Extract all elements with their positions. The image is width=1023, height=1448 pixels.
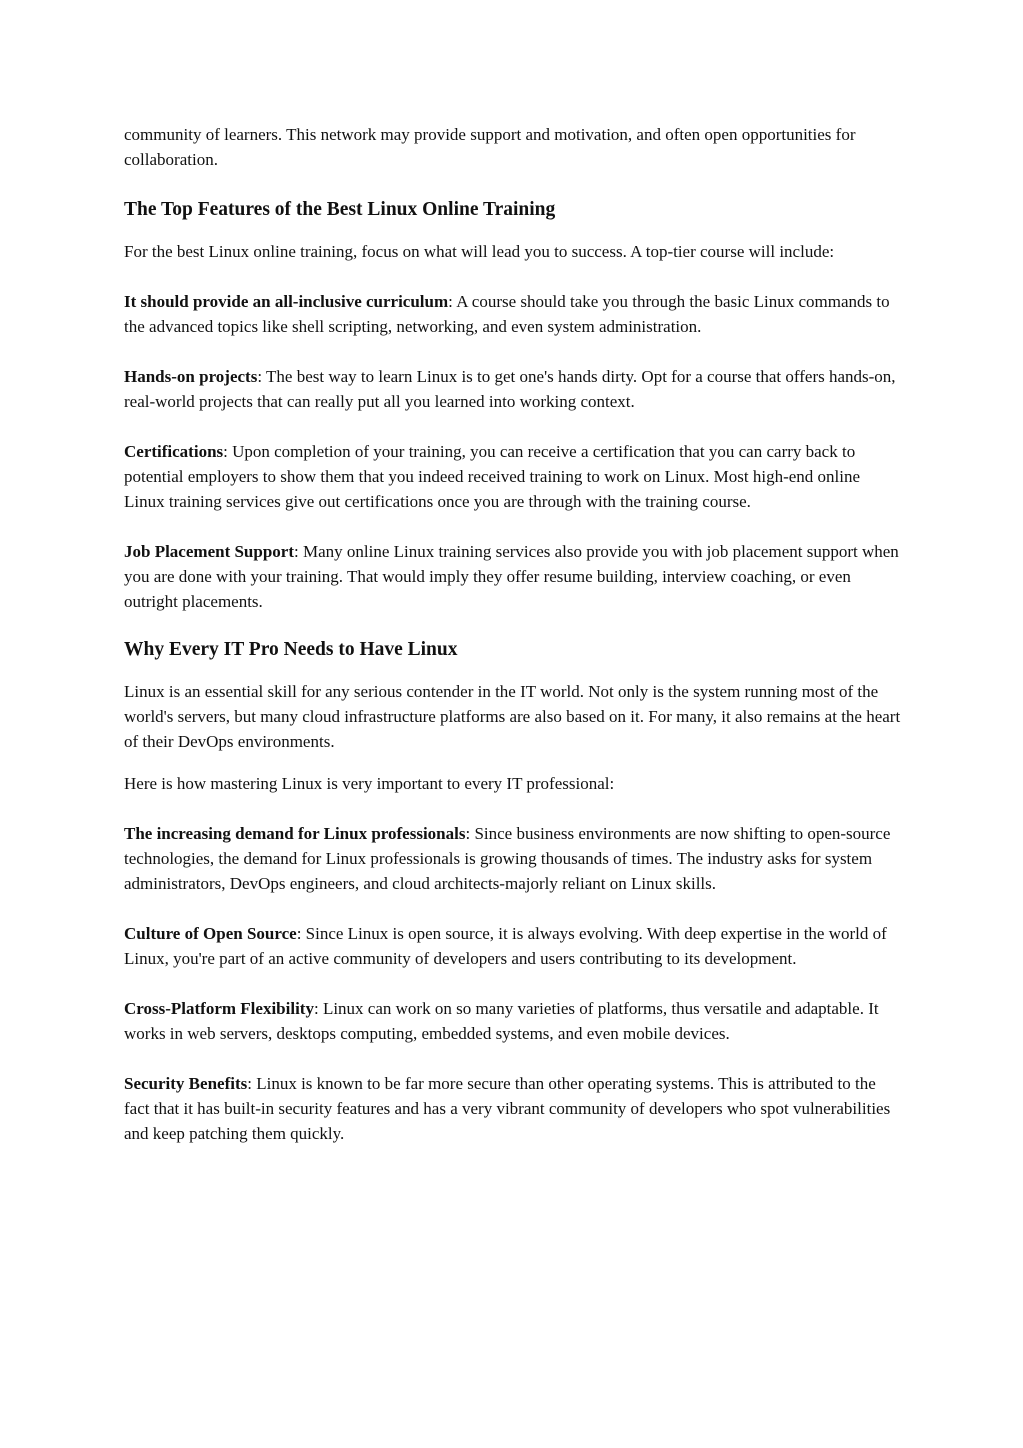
reason-item-open-source <box>124 921 904 971</box>
feature-description: : Many online Linux training services also provide you with job placement support when you are done with your training. That would imply they offer resume building, interview coaching, or even outright placements. <box>124 542 899 611</box>
feature-term: It should provide an all-inclusive curriculum <box>124 292 449 311</box>
feature-term: Hands-on projects <box>124 367 258 386</box>
features-intro-paragraph: For the best Linux online training, focus on what will lead you to success. A top-tier course will include: <box>124 242 835 261</box>
reason-item-security <box>124 1071 904 1146</box>
feature-term: Certifications <box>124 442 224 461</box>
feature-item-job-placement <box>124 539 904 614</box>
intro-continuation-paragraph: community of learners. This network may provide support and motivation, and often open opportunities for collaboration. <box>124 125 856 169</box>
why-linux-intro-paragraph: Linux is an essential skill for any serious contender in the IT world. Not only is the system running most of the world's servers, but many cloud infrastructure platforms are also based on it. For many, it also remains at the heart of their DevOps environments. <box>124 682 901 751</box>
feature-term: Job Placement Support <box>124 542 294 561</box>
reason-term: Cross-Platform Flexibility <box>124 999 314 1018</box>
reason-term: Security Benefits <box>124 1074 248 1093</box>
why-linux-heading: Why Every IT Pro Needs to Have Linux <box>124 639 458 660</box>
reason-term: Culture of Open Source <box>124 924 297 943</box>
reason-description: : Linux is known to be far more secure than other operating systems. This is attributed to the fact that it has built-in security features and has a very vibrant community of developers who spot vulnerabilities and keep patching them quickly. <box>124 1074 891 1143</box>
feature-item-projects <box>124 364 904 414</box>
reason-description: : Since business environments are now shifting to open-source technologies, the demand for Linux professionals is growing thousands of times. The industry asks for system administrators, DevOps engineers, and cloud architects-majorly reliant on Linux skills. <box>124 824 891 893</box>
document-page <box>124 122 904 1146</box>
reason-description: : Since Linux is open source, it is always evolving. With deep expertise in the world of Linux, you're part of an active community of developers and users contributing to its development. <box>124 924 887 968</box>
feature-item-certifications <box>124 439 904 514</box>
why-linux-list-intro: Here is how mastering Linux is very important to every IT professional: <box>124 774 615 793</box>
feature-description: : Upon completion of your training, you can receive a certification that you can carry back to potential employers to show them that you indeed received training to work on Linux. Most high-end online Linux training services give out certifications once you are through with the training course. <box>124 442 861 511</box>
reason-item-cross-platform <box>124 996 904 1046</box>
feature-description: : A course should take you through the basic Linux commands to the advanced topics like shell scripting, networking, and even system administration. <box>124 292 890 336</box>
feature-item-curriculum <box>124 289 904 339</box>
reason-item-demand <box>124 821 904 896</box>
features-heading: The Top Features of the Best Linux Online Training <box>124 199 556 220</box>
reason-description: : Linux can work on so many varieties of platforms, thus versatile and adaptable. It works in web servers, desktops computing, embedded systems, and even mobile devices. <box>124 999 879 1043</box>
reason-term: The increasing demand for Linux professionals <box>124 824 466 843</box>
feature-description: : The best way to learn Linux is to get one's hands dirty. Opt for a course that offers hands-on, real-world projects that can really put all you learned into working context. <box>124 367 896 411</box>
